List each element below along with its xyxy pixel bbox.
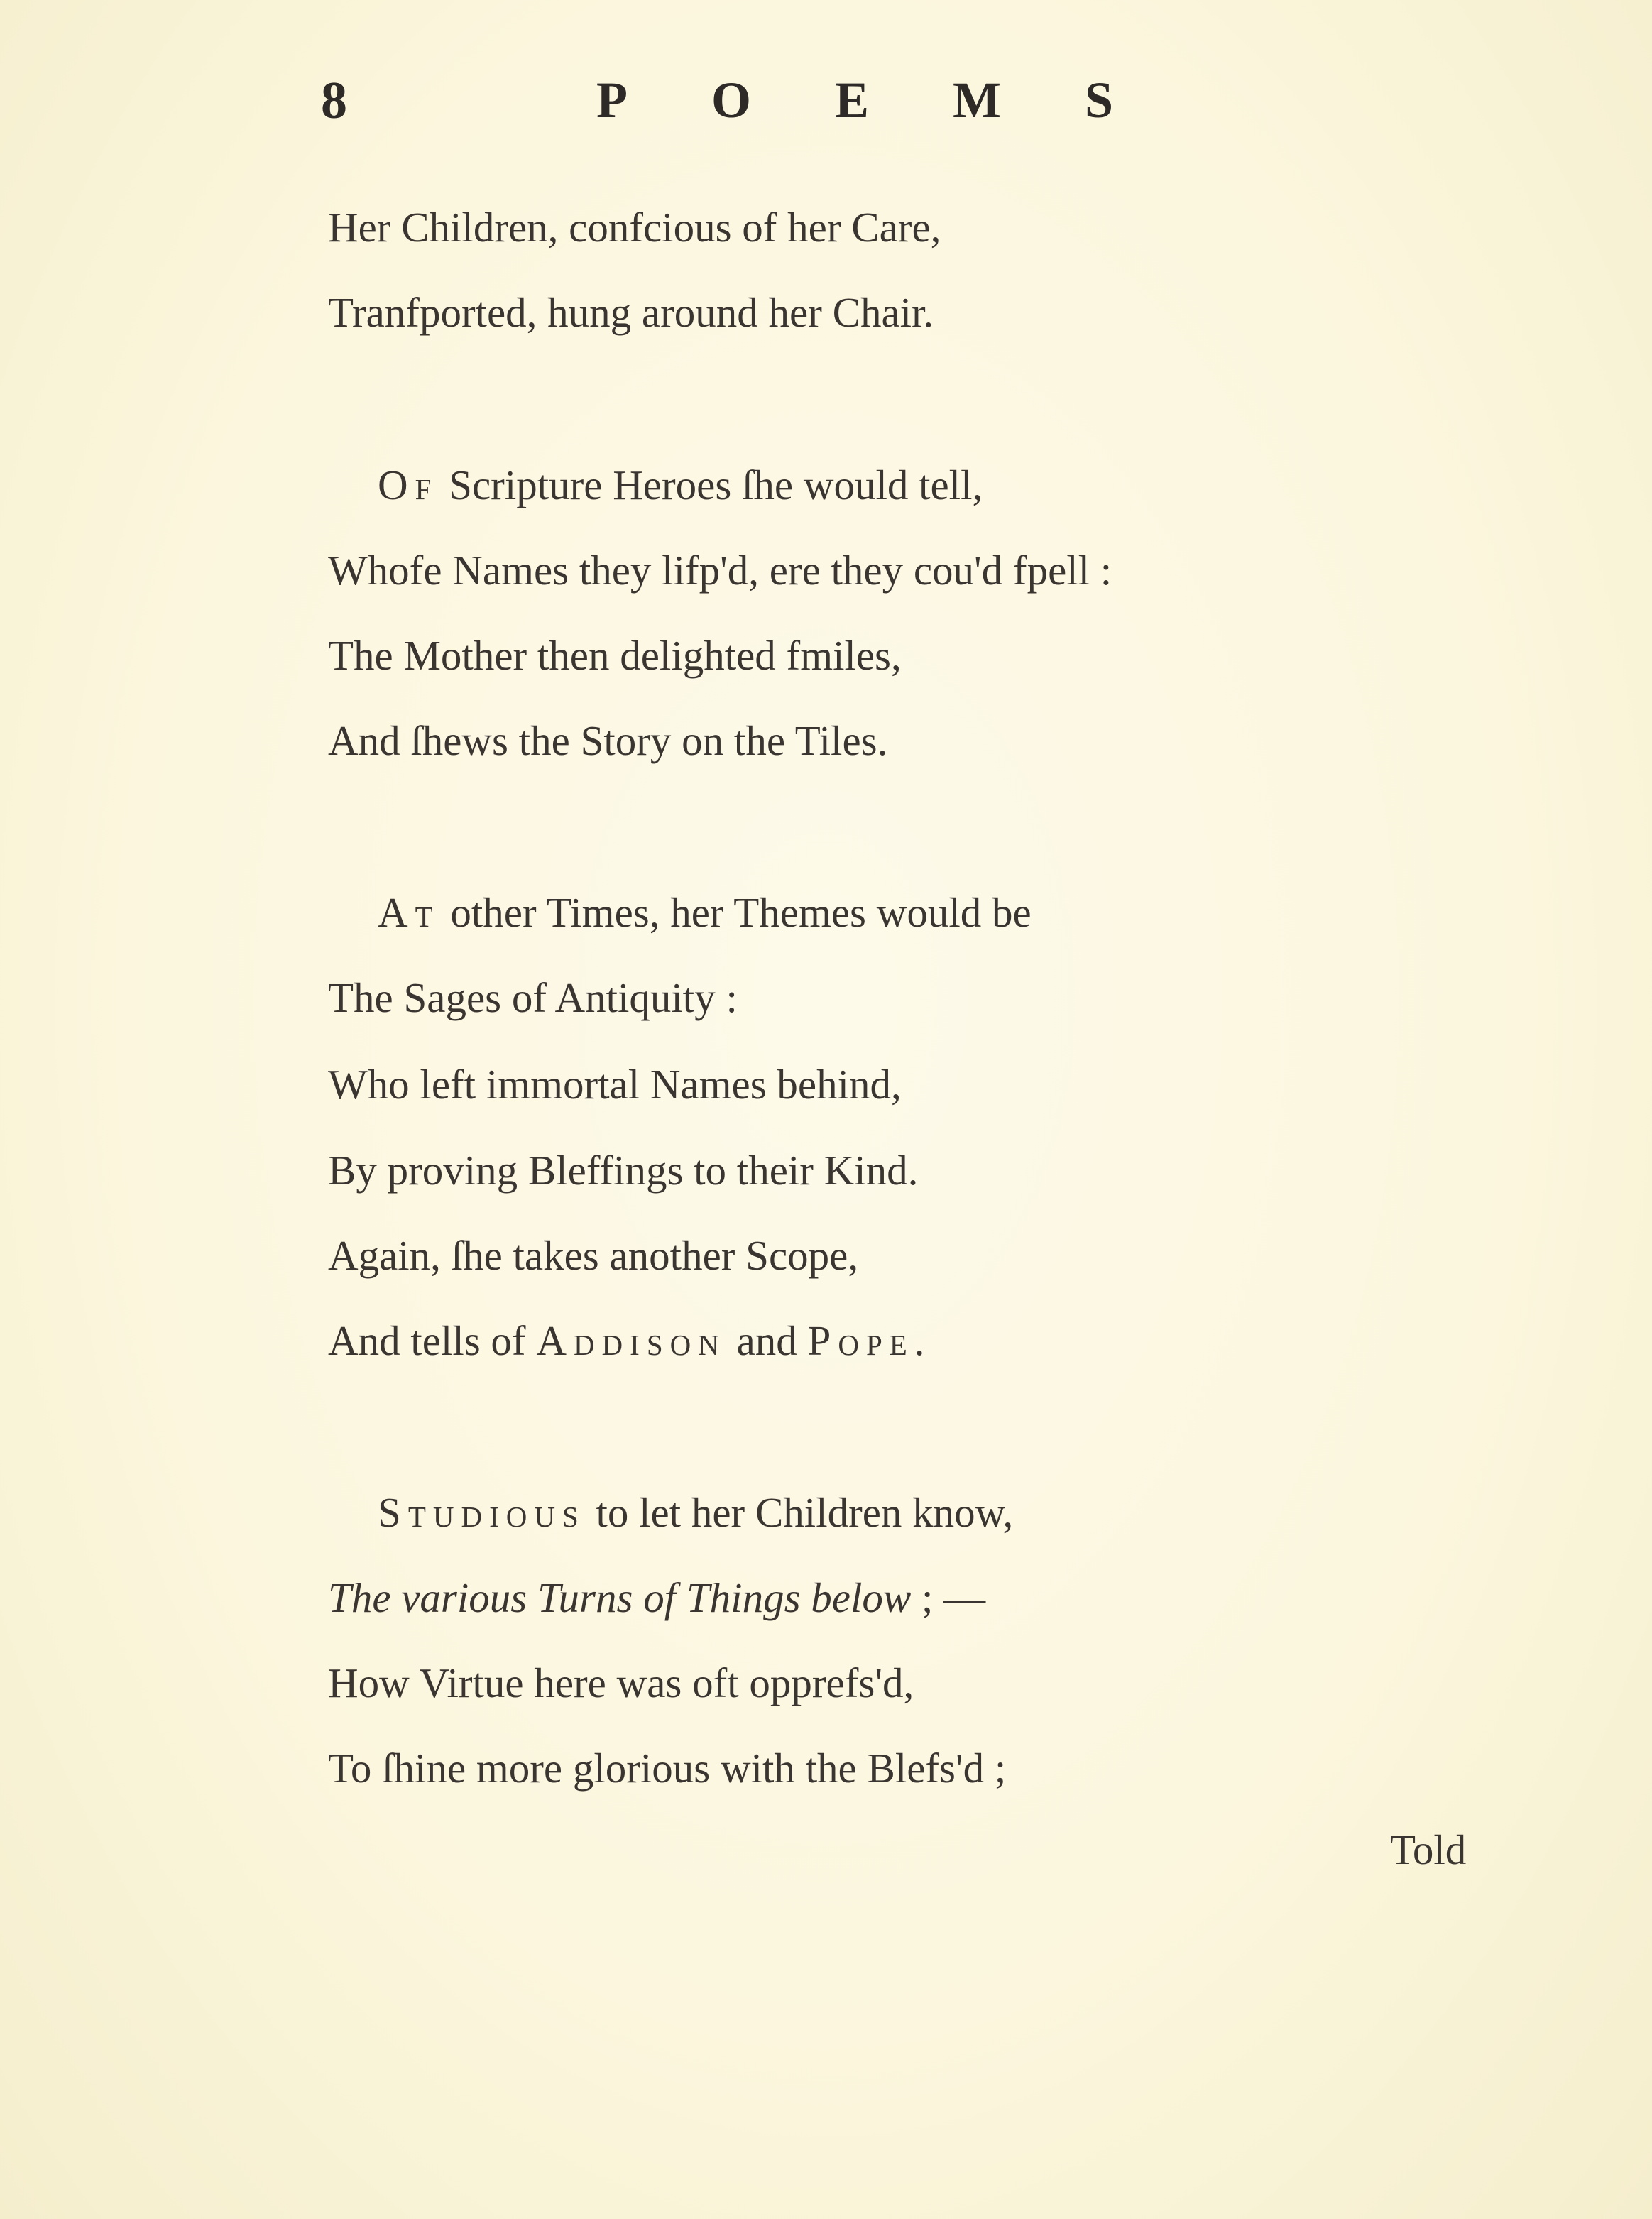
italic-phrase: The various Turns of Things below: [328, 1574, 912, 1621]
verse-line: And tells of Addison and Pope.: [328, 1317, 932, 1364]
page-number: 8: [321, 72, 347, 130]
verse-line: And ſhews the Story on the Tiles.: [328, 717, 888, 764]
verse-line: The Mother then delighted fmiles,: [328, 632, 902, 679]
running-title: POEMS: [596, 72, 1198, 129]
verse-line: Her Children, confcious of her Care,: [328, 204, 941, 251]
stanza-opening: Studious: [378, 1489, 586, 1536]
verse-line: The various Turns of Things below ; —: [328, 1574, 986, 1621]
verse-line: Who left immortal Names behind,: [328, 1061, 902, 1108]
verse-line: The Sages of Antiquity :: [328, 974, 738, 1021]
verse-line: Studious to let her Children know,: [378, 1489, 1014, 1536]
verse-line: Whofe Names they lifp'd, ere they cou'd fpell :: [328, 547, 1112, 594]
verse-line: How Virtue here was oft opprefs'd,: [328, 1659, 914, 1706]
verse-line: Again, ſhe takes another Scope,: [328, 1232, 859, 1279]
catchword: Told: [1390, 1826, 1467, 1873]
verse-line: To ſhine more glorious with the Blefs'd ;: [328, 1745, 1007, 1792]
verse-line: By proving Bleffings to their Kind.: [328, 1147, 919, 1194]
author-name: Addison: [536, 1317, 726, 1364]
author-name: Pope.: [807, 1317, 932, 1364]
verse-line: At other Times, her Themes would be: [378, 889, 1032, 936]
stanza-opening: Of: [378, 462, 439, 508]
verse-line: Of Scripture Heroes ſhe would tell,: [378, 462, 983, 508]
verse-line: Tranfported, hung around her Chair.: [328, 289, 934, 336]
stanza-opening: At: [378, 889, 440, 936]
page-header: [319, 71, 1278, 149]
